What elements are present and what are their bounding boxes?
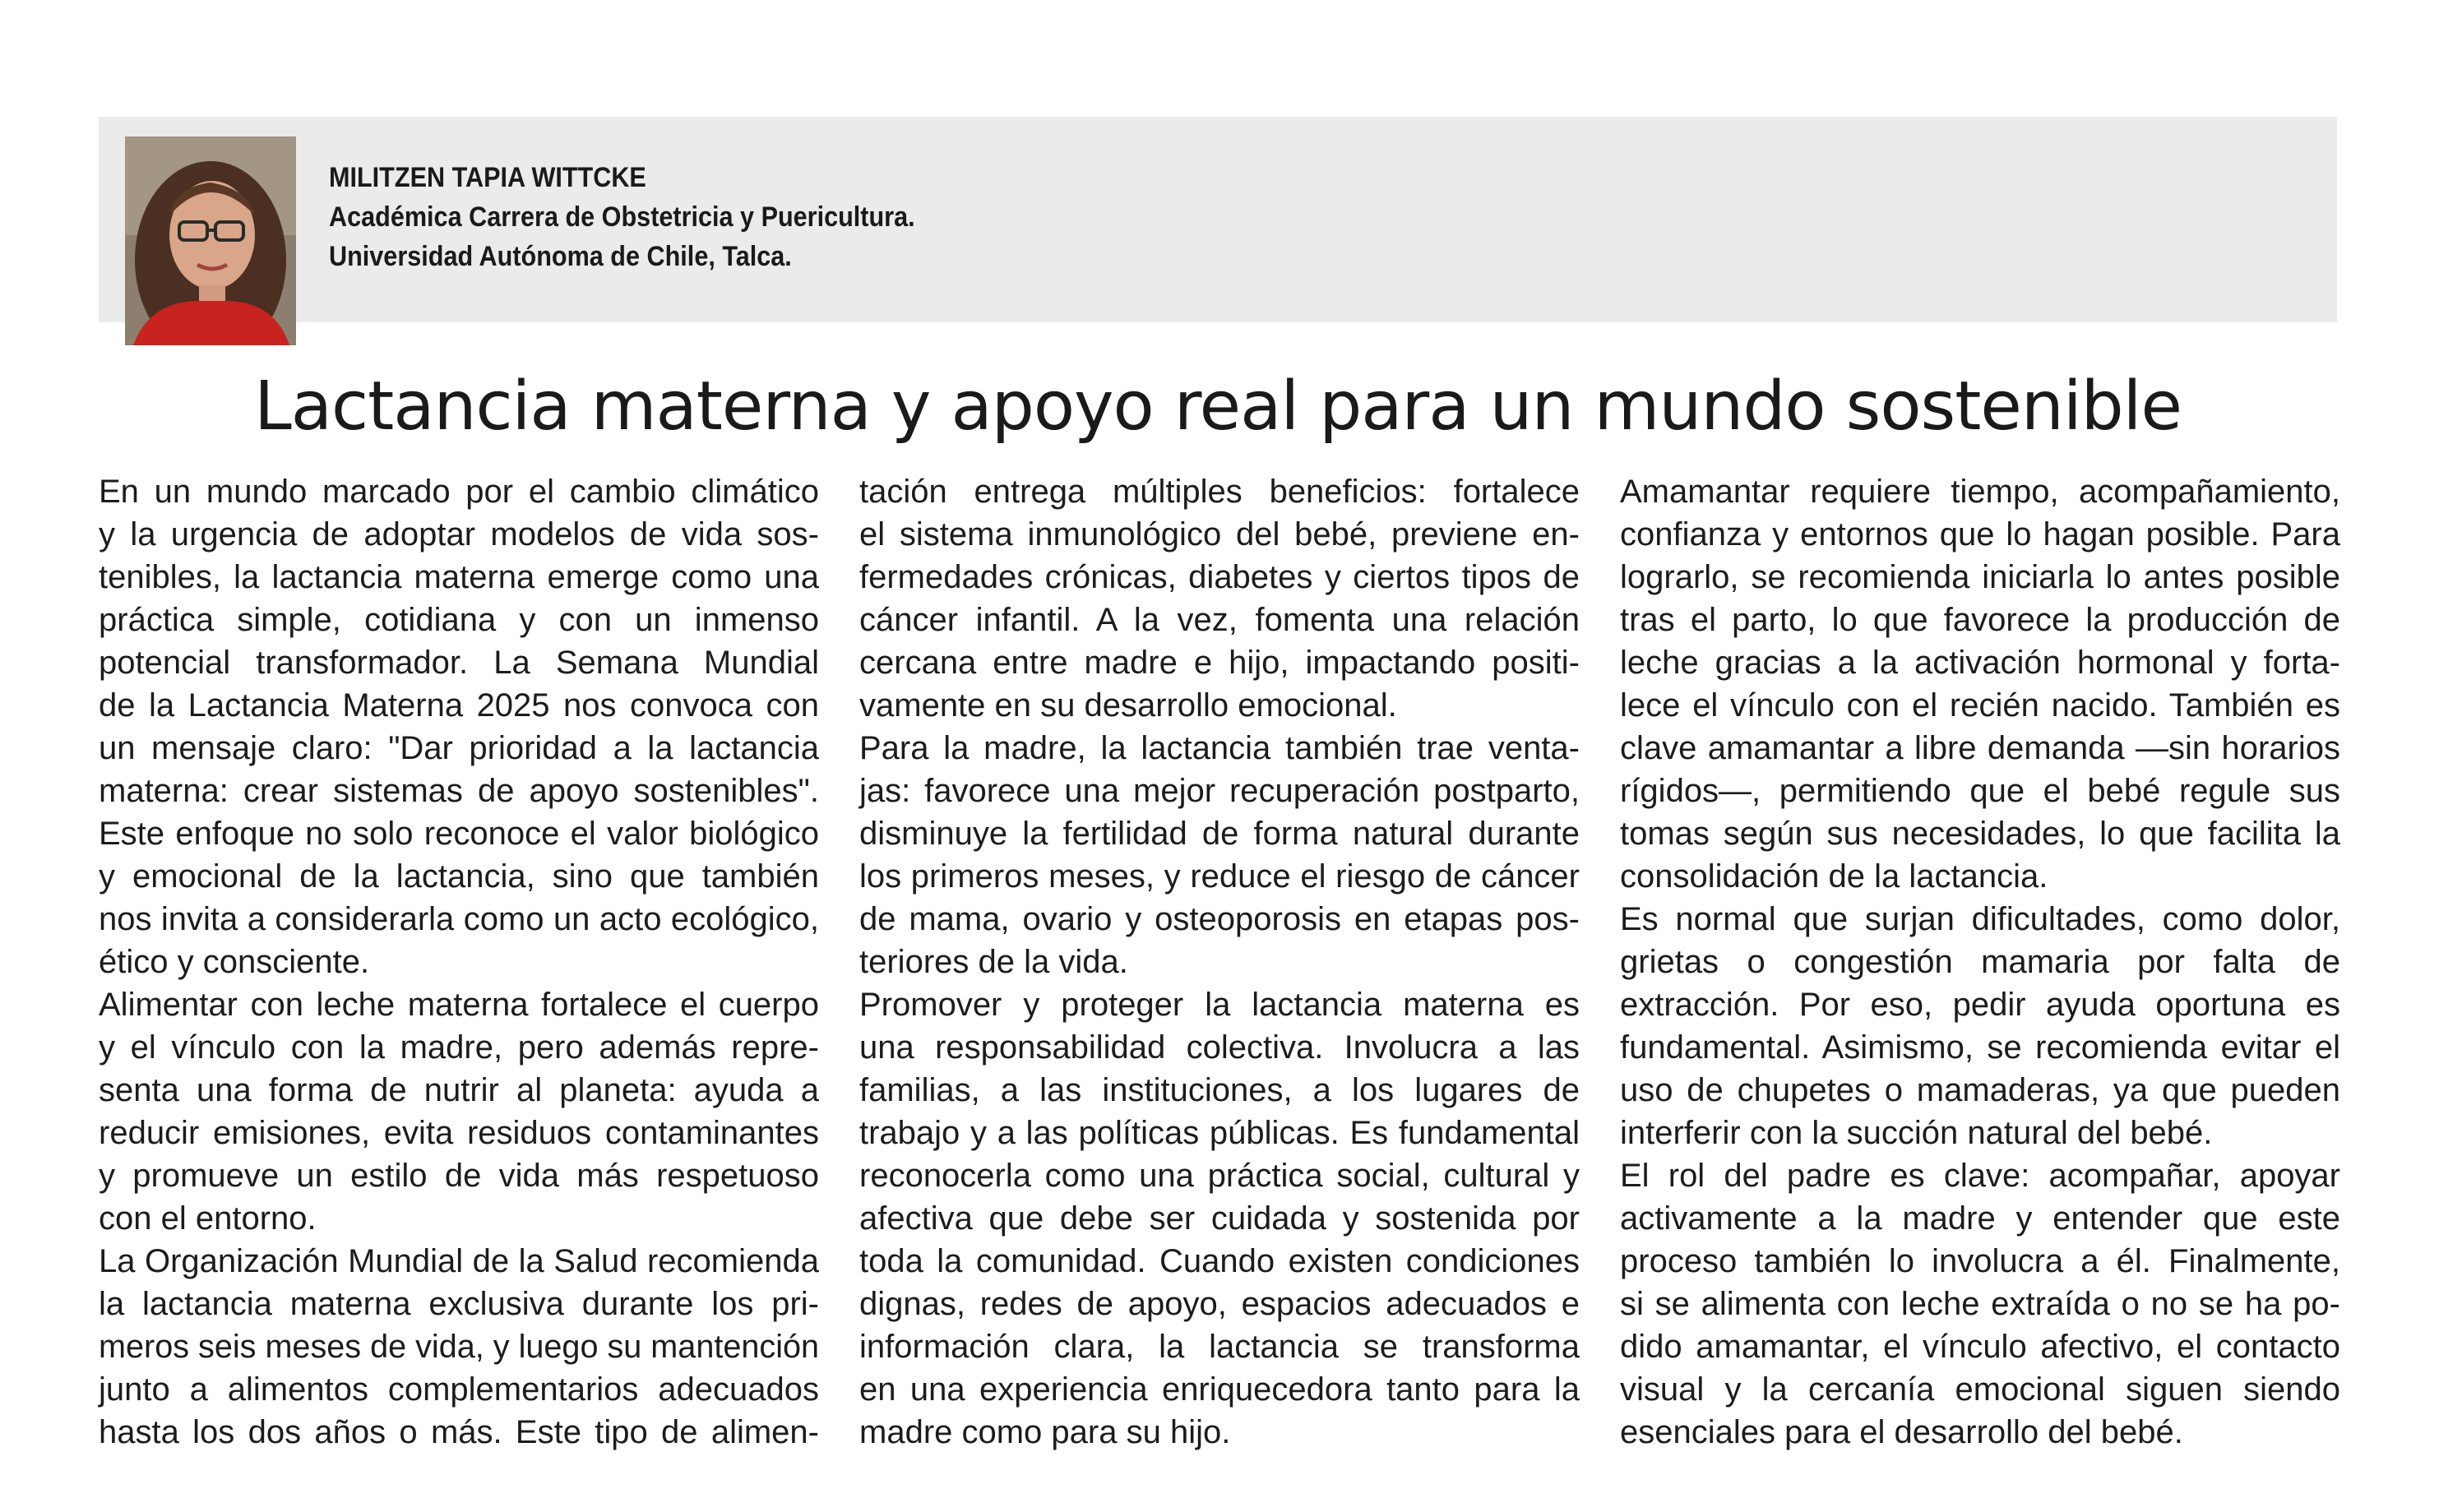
article-text-line: Este enfoque no solo reconoce el valor biológico [99,816,819,852]
article-text-line: información clara, la lactancia se transforma [859,1329,1580,1365]
article-text-line: meros seis meses de vida, y luego su mantención [99,1329,820,1365]
author-info [329,158,915,276]
article-text-line: familias, a las instituciones, a los lugares de [859,1072,1580,1108]
article-text-line: materna: crear sistemas de apoyo sostenibles". [99,773,819,809]
article-text-line: disminuye la fertilidad de forma natural durante [859,816,1580,852]
article-text-line: leche gracias a la activación hormonal y forta- [1620,645,2340,681]
article-text-line: visual y la cercanía emocional siguen siendo [1620,1371,2340,1408]
article-text-line: reconocerla como una práctica social, cultural y [859,1158,1580,1194]
article-text-line: Alimentar con leche materna fortalece el cuerpo [99,987,819,1023]
article-text-line: Amamantar requiere tiempo, acompañamiento, [1620,474,2340,510]
article-text-line: reducir emisiones, evita residuos contaminantes [99,1115,819,1151]
article-text-line: nos invita a considerarla como un acto ecológico, [99,901,819,937]
author-name: MILITZEN TAPIA WITTCKE [329,162,646,193]
article-column-3 [1620,470,2340,1454]
article-text-line: Para la madre, la lactancia también trae venta- [859,730,1580,766]
author-institution: Universidad Autónoma de Chile, Talca. [329,241,792,272]
article-text-line: dido amamantar, el vínculo afectivo, el contacto [1620,1329,2340,1365]
article-text-line: potencial transformador. La Semana Mundial [99,645,819,681]
article-text-line: fermedades crónicas, diabetes y ciertos tipos de [859,559,1580,595]
article-text-line: tras el parto, lo que favorece la producción de [1620,602,2340,638]
author-photo [125,136,296,345]
article-text-line: tenibles, la lactancia materna emerge como una [99,559,819,595]
article-text-line: activamente a la madre y entender que este [1620,1200,2340,1237]
article-text-line: en una experiencia enriquecedora tanto para la [859,1371,1580,1408]
author-portrait-image [125,136,296,345]
article-text-line: afectiva que debe ser cuidada y sostenida por [859,1200,1580,1237]
article-text-line: cáncer infantil. A la vez, fomenta una relación [859,602,1580,638]
article-text-line: madre como para su hijo. [859,1414,1231,1450]
article-text-line: jas: favorece una mejor recuperación postparto, [859,773,1580,809]
article-text-line: y la urgencia de adoptar modelos de vida sos- [99,516,819,553]
article-text-line: grietas o congestión mamaria por falta de [1620,944,2340,980]
article-text-line: si se alimenta con leche extraída o no se ha po- [1620,1286,2340,1322]
article-text-line: En un mundo marcado por el cambio climático [99,474,819,510]
article-column-1 [99,470,819,1454]
article-text-line: de mama, ovario y osteoporosis en etapas pos- [859,901,1580,937]
article-text-line: y el vínculo con la madre, pero además repre- [99,1029,819,1066]
article-text-line: toda la comunidad. Cuando existen condiciones [859,1243,1580,1279]
article-text-line: proceso también lo involucra a él. Finalmente, [1620,1243,2340,1279]
article-text-line: vamente en su desarrollo emocional. [859,687,1397,724]
article-text-line: los primeros meses, y reduce el riesgo de cáncer [859,858,1580,895]
article-text-line: junto a alimentos complementarios adecuados [99,1371,819,1408]
article-text-line: una responsabilidad colectiva. Involucra a las [859,1029,1580,1066]
article-text-line: La Organización Mundial de la Salud recomienda [99,1243,819,1279]
article-text-line: interferir con la succión natural del bebé. [1620,1115,2213,1151]
article-text-line: cercana entre madre e hijo, impactando positi- [859,645,1580,681]
article-text-line: rígidos—, permitiendo que el bebé regule sus [1620,773,2340,809]
article-text-line: clave amamantar a libre demanda —sin horarios [1620,730,2340,766]
article-text-line: confianza y entornos que lo hagan posible. Para [1620,516,2340,553]
article-text-line: tomas según sus necesidades, lo que facilita la [1620,816,2340,852]
article-text-line: lece el vínculo con el recién nacido. También es [1620,687,2340,724]
article-text-line: Es normal que surjan dificultades, como dolor, [1620,901,2340,937]
article-text-line: un mensaje claro: "Dar prioridad a la lactancia [99,730,819,766]
article-text-line: práctica simple, cotidiana y con un inmenso [99,602,819,638]
article-text-line: consolidación de la lactancia. [1620,858,2048,895]
article-text-line: y promueve un estilo de vida más respetuoso [99,1158,819,1194]
article-text-line: senta una forma de nutrir al planeta: ayuda a [99,1072,819,1108]
article-text-line: trabajo y a las políticas públicas. Es fundamental [859,1115,1580,1151]
article-text-line: con el entorno. [99,1200,317,1237]
article-headline: Lactancia materna y apoyo real para un mundo sostenible [254,368,2182,446]
author-role: Académica Carrera de Obstetricia y Puericultura. [329,201,915,233]
article-text-line: ético y consciente. [99,944,370,980]
article-text-line: dignas, redes de apoyo, espacios adecuados e [859,1286,1580,1322]
article-text-line: la lactancia materna exclusiva durante los pri- [99,1286,819,1322]
article-text-line: lograrlo, se recomienda iniciarla lo antes posible [1620,559,2340,595]
article-text-line: fundamental. Asimismo, se recomienda evitar el [1620,1029,2340,1066]
article-text-line: Promover y proteger la lactancia materna es [859,987,1580,1023]
article-text-line: esenciales para el desarrollo del bebé. [1620,1414,2183,1450]
article-text-line: y emocional de la lactancia, sino que también [99,858,819,895]
article-text-line: el sistema inmunológico del bebé, previene en- [859,516,1580,553]
article-text-line: El rol del padre es clave: acompañar, apoyar [1620,1158,2340,1194]
article-column-2 [859,470,1580,1454]
article-text-line: extracción. Por eso, pedir ayuda oportuna es [1620,987,2340,1023]
article-text-line: teriores de la vida. [859,944,1128,980]
article-text-line: uso de chupetes o mamaderas, ya que pueden [1620,1072,2340,1108]
article-text-line: tación entrega múltiples beneficios: fortalece [859,474,1580,510]
article-text-line: hasta los dos años o más. Este tipo de alimen- [99,1414,819,1450]
article-text-line: de la Lactancia Materna 2025 nos convoca con [99,687,819,724]
